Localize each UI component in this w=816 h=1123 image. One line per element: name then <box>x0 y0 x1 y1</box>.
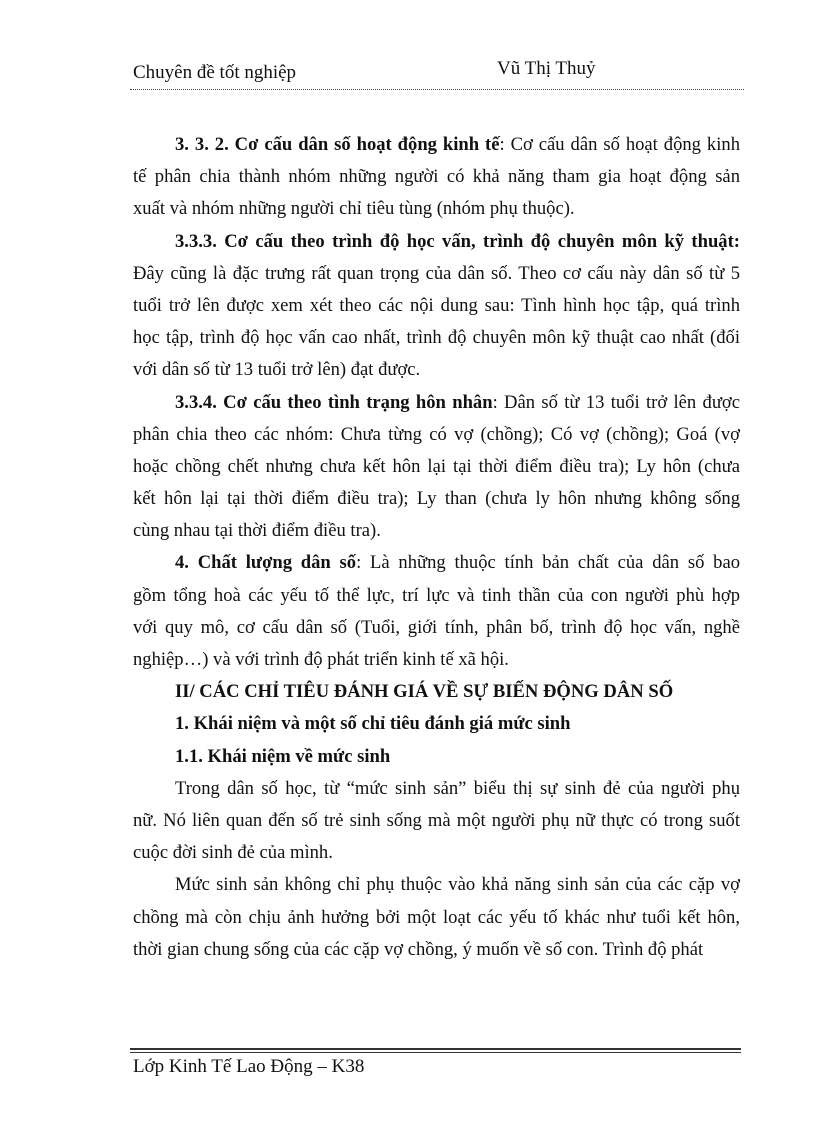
text-line: phân chia theo các nhóm: Chưa từng có vợ (chồng); Có vợ (chồng); Goá (vợ <box>133 423 740 445</box>
text-line: hoặc chồng chết nhưng chưa kết hôn lại tại thời điểm điều tra); Ly hôn (chưa <box>133 455 740 477</box>
paragraph-economic-activity <box>133 129 740 226</box>
text-line: xuất và nhóm những người chỉ tiêu tùng (nhóm phụ thuộc). <box>133 198 575 220</box>
text-line: thời gian chung sống của các cặp vợ chồng, ý muốn về số con. Trình độ phát <box>133 938 704 960</box>
text-line: gồm tổng hoà các yếu tố thể lực, trí lực và tinh thần của con người phù hợp <box>133 584 740 606</box>
section-heading-3-3-2: 3. 3. 2. Cơ cấu dân số hoạt động kinh tế <box>175 134 500 155</box>
footer-divider <box>130 1048 741 1053</box>
text-line: với quy mô, cơ cấu dân số (Tuổi, giới tính, phân bố, trình độ học vấn, nghề <box>133 616 740 638</box>
text-line: nữ. Nó liên quan đến số trẻ sinh sống mà một người phụ nữ thực có trong suốt <box>133 809 740 831</box>
paragraph-marital-status <box>133 387 740 548</box>
chapter-heading-ii: II/ CÁC CHỈ TIÊU ĐÁNH GIÁ VỀ SỰ BIẾN ĐỘNG DÂN SỐ <box>175 681 674 703</box>
text-line: cuộc đời sinh đẻ của mình. <box>133 842 333 864</box>
text-line: : Dân số từ 13 tuổi trở lên được <box>492 391 740 413</box>
text-line: : Cơ cấu dân số hoạt động kinh <box>499 134 740 155</box>
text-line: Mức sinh sản không chỉ phụ thuộc vào khả năng sinh sản của các cặp vợ <box>175 874 740 896</box>
text-line: chồng mà còn chịu ảnh hưởng bởi một loạt các yếu tố khác như tuổi kết hôn, <box>133 906 740 928</box>
paragraph-fertility-factors <box>133 869 740 966</box>
text-line: : Là những thuộc tính bản chất của dân số bao <box>356 552 740 574</box>
paragraph-education <box>133 226 740 387</box>
header-document-title: Chuyên đề tốt nghiệp <box>133 62 297 83</box>
text-line: Đây cũng là đặc trưng rất quan trọng của dân số. Theo cơ cấu này dân số từ 5 <box>133 262 740 284</box>
text-line: nghiệp…) và với trình độ phát triển kinh tế xã hội. <box>133 649 509 670</box>
document-body <box>133 129 740 966</box>
section-heading-1: 1. Khái niệm và một số chỉ tiêu đánh giá mức sinh <box>175 713 571 735</box>
text-line: với dân số từ 13 tuổi trở lên) đạt được. <box>133 359 421 381</box>
section-heading-1-1: 1.1. Khái niệm về mức sinh <box>175 745 391 767</box>
text-line: tuổi trở lên được xem xét theo các nội dung sau: Tình hình học tập, quá trình <box>133 294 740 316</box>
footer-class-name: Lớp Kinh Tế Lao Động – K38 <box>133 1056 365 1077</box>
header-divider <box>130 89 744 90</box>
paragraph-fertility-definition <box>133 773 740 870</box>
paragraph-population-quality <box>133 547 740 676</box>
section-heading-4: 4. Chất lượng dân số <box>175 552 357 574</box>
section-heading-3-3-3: 3.3.3. Cơ cấu theo trình độ học vấn, trình độ chuyên môn kỹ thuật: <box>175 230 740 252</box>
text-line: tế phân chia thành nhóm những người có khả năng tham gia hoạt động sản <box>133 166 740 188</box>
text-line: Trong dân số học, từ “mức sinh sản” biểu thị sự sinh đẻ của người phụ <box>175 777 740 799</box>
header-author: Vũ Thị Thuỷ <box>497 58 596 79</box>
section-heading-3-3-4: 3.3.4. Cơ cấu theo tình trạng hôn nhân <box>175 391 493 413</box>
text-line: học tập, trình độ học vấn cao nhất, trình độ chuyên môn kỹ thuật cao nhất (đối <box>133 327 740 349</box>
text-line: kết hôn lại tại thời điểm điều tra); Ly than (chưa ly hôn nhưng không sống <box>133 488 740 510</box>
text-line: cùng nhau tại thời điểm điều tra). <box>133 520 381 542</box>
